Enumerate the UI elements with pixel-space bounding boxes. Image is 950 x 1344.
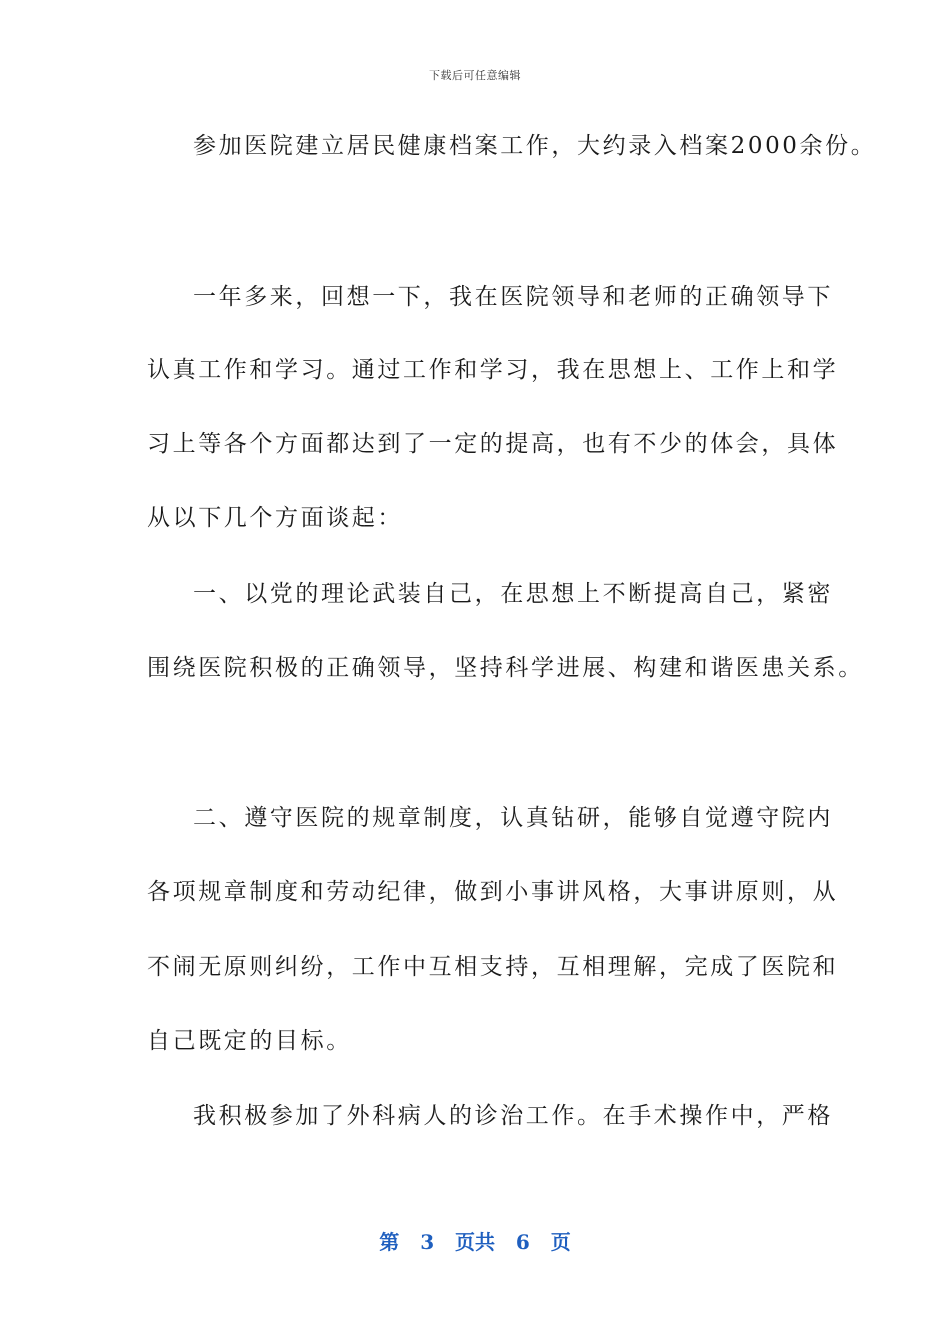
paragraph-line: 习上等各个方面都达到了一定的提高，也有不少的体会，具体 xyxy=(147,431,839,457)
paragraph-line: 一、以党的理论武装自己，在思想上不断提高自己，紧密 xyxy=(193,581,833,607)
page-footer xyxy=(0,1226,950,1255)
footer-prefix: 第 xyxy=(379,1230,400,1254)
paragraph-line: 参加医院建立居民健康档案工作，大约录入档案2000余份。 xyxy=(193,133,877,159)
paragraph-line: 围绕医院积极的正确领导，坚持科学进展、构建和谐医患关系。 xyxy=(147,655,864,681)
paragraph-line: 一年多来，回想一下，我在医院领导和老师的正确领导下 xyxy=(193,284,833,310)
footer-suffix: 页 xyxy=(550,1230,571,1254)
paragraph-line: 从以下几个方面谈起： xyxy=(147,505,403,531)
paragraph-line: 我积极参加了外科病人的诊治工作。在手术操作中，严格 xyxy=(193,1103,833,1129)
paragraph-line: 不闹无原则纠纷，工作中互相支持，互相理解，完成了医院和 xyxy=(147,954,839,980)
paragraph-line: 二、遵守医院的规章制度，认真钻研，能够自觉遵守院内 xyxy=(193,805,833,831)
footer-middle: 页共 xyxy=(455,1230,495,1254)
page-header: 下载后可任意编辑 xyxy=(429,69,521,82)
footer-current-page: 3 xyxy=(420,1230,435,1254)
footer-total-pages: 6 xyxy=(515,1230,530,1254)
paragraph-line: 认真工作和学习。通过工作和学习，我在思想上、工作上和学 xyxy=(147,357,839,383)
paragraph-line: 自己既定的目标。 xyxy=(147,1028,352,1054)
paragraph-line: 各项规章制度和劳动纪律，做到小事讲风格，大事讲原则，从 xyxy=(147,879,839,905)
